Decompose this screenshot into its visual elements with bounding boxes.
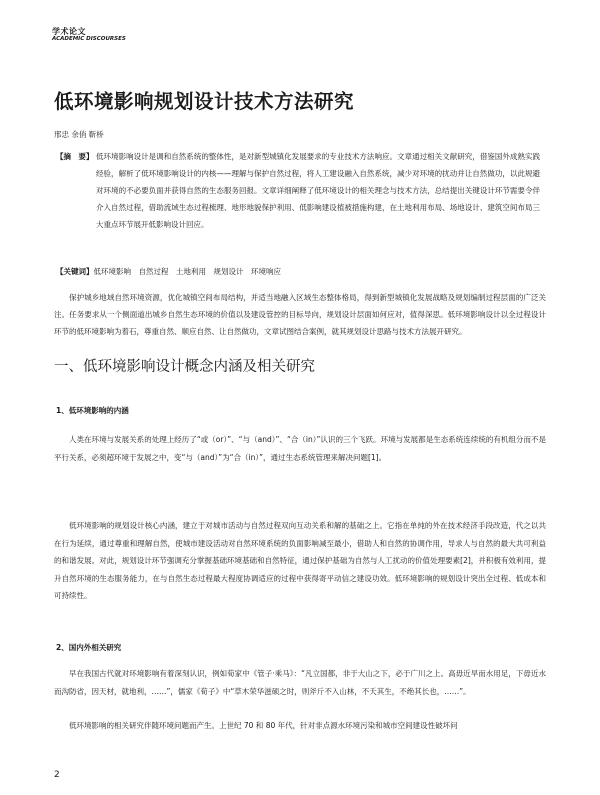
intro-paragraph: 保护城乡地域自然环境资源，优化城镇空间布局结构，并适当地融入区域生态整体格局，得到新型城镇化发展战略及规划编制过程层面的广泛关注。任务要求从一个侧面道出城乡自然生态环境的价值以及建设管控的目标导向，规划设计层面如何应对，值得深思。低环境影响设计以全过程设计环节的低环境影响为着石，尊重自然、顺应自然、让自然做功，文章试图结合案例，就其规划设计思路与技术方法展开研究。 [54,293,546,336]
journal-name-cn: 学术论文 [52,27,86,36]
article-authors: 邢忠 余俏 靳桥 [54,130,104,139]
subsection-heading-2: 2、国内外相关研究 [56,643,122,652]
body-paragraph: 低环境影响的相关研究伴随环境问题而产生。上世纪 70 和 80 年代，针对非点源水环境污染和城市空间建设性破坏问 [69,721,458,730]
journal-header [52,28,126,43]
subsection-heading-1: 1、低环境影响的内涵 [56,406,129,415]
body-paragraph: 早在我国古代就对环境影响有着深刻认识，例如荀家中《管子·乘马》：“凡立国都，非于大山之下，必于广川之上。高毋近旱而水用足，下毋近水而沟防省，因天材，就地利，……”，儒家《荀子》中“草木荣华滋硕之时，则斧斤不入山林，不夭其生，不绝其长也，……”。 [54,669,546,696]
keywords-text: 低环境影响 自然过程 土地利用 规划设计 环境响应 [93,267,281,276]
page-number: 2 [54,770,60,780]
keywords-block [56,266,281,277]
abstract-text: 低环境影响设计是调和自然系统的整体性，是对新型城镇化发展要求的专业技术方法响应。文章通过相关文献研究，借鉴国外成熟实践经验，解析了低环境影响设计的内核——理解与保护自然过程，将人工建设融入自然系统，减少对环境的扰动并让自然做功，以此规避对环境的不必要负面并获得自然的生态服务回报。文章详细阐释了低环境设计的相关理念与技术方法，总结提出关键设计环节需要令伴介入自然过程，借助流域生态过程梳理、地形地貌保护利用、低影响建设植被措施构建，在土地利用布局、场地设计、建筑空间布局三大重点环节展开低影响设计回应。 [96,152,540,229]
abstract-label: 【摘 要】 [56,152,94,161]
body-paragraph: 低环境影响的规划设计核心内涵，建立于对城市活动与自然过程双向互动关系和解的基础之上。它指在单纯的外在技术经济手段改造，代之以共在行为延续，通过尊重和理解自然，使城市建设活动对自然环境系统的负面影响减至最小，借助人和自然的协调作用，导求人与自然的最大共可利益的和谐发展。对此，规划设计环节强调充分掌握基础环境基础和自然特征，通过保护基础为自然与人工扰动的价值处理要素[2]，并积极有效利用，提升自然环境的生态服务能力，在与自然生态过程最大程度协调适应的过程中获得寄平动信之建设功效。低环境影响的规划设计突出全过程、低成本和可持续性。 [54,521,546,600]
journal-name-en: ACADEMIC DISCOURSES [52,36,126,42]
abstract-block [56,148,544,233]
article-title: 低环境影响规划设计技术方法研究 [54,90,355,113]
body-paragraph: 人类在环境与发展关系的处理上经历了“或（or）”、“与（and）”、“合（in）”认识的三个飞跃。环境与发展都是生态系统连续统的有机组分而不是平行关系，必须超环境于发展之中，变“与（and）”为“合（in）”，通过生态系统管理来解决问题[1]。 [54,435,546,462]
section-heading-1: 一、低环境影响设计概念内涵及相关研究 [54,359,315,375]
keywords-label: 【关键词】 [56,267,94,276]
